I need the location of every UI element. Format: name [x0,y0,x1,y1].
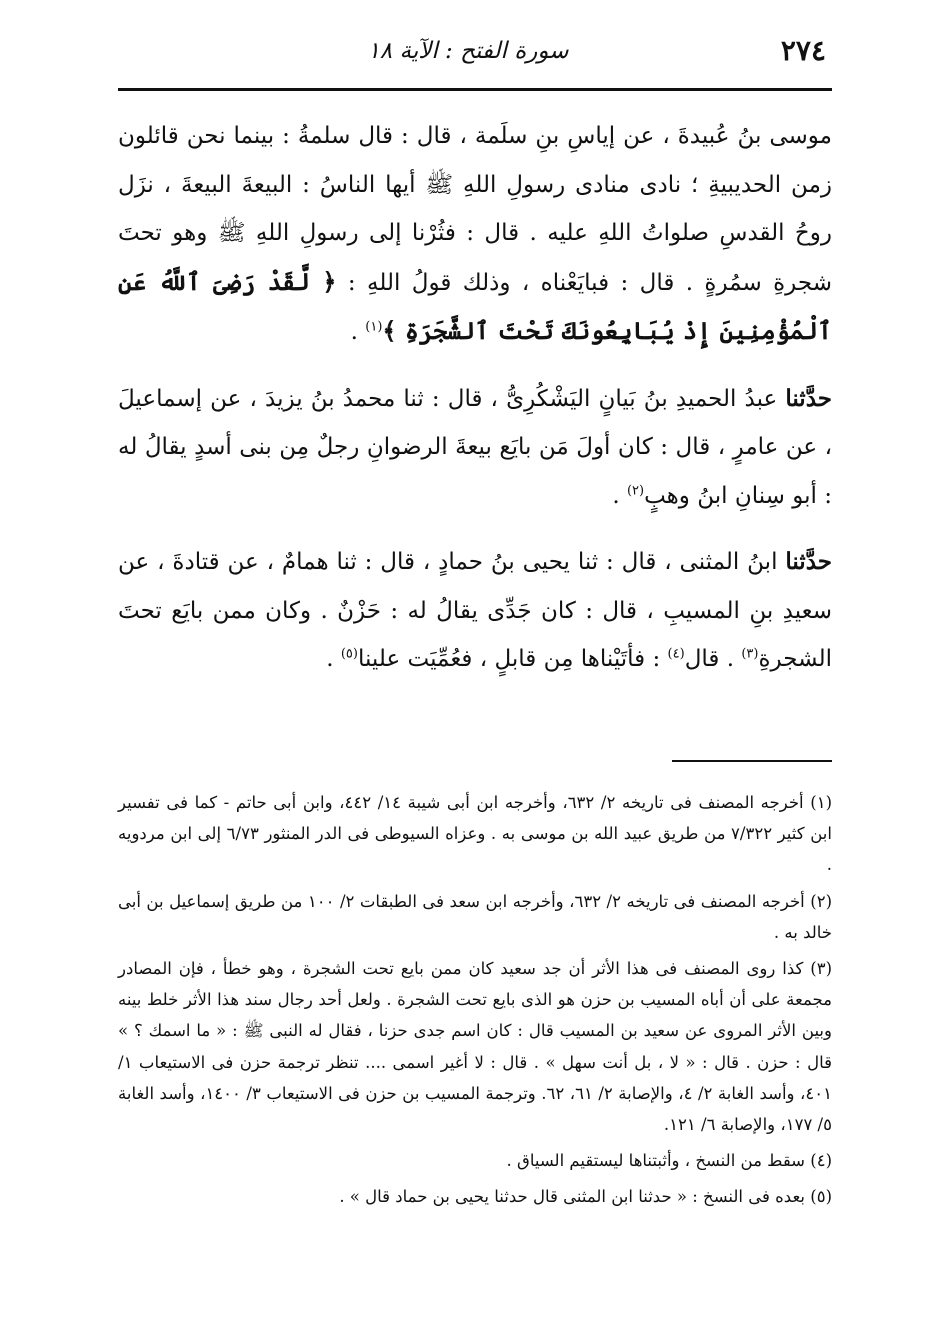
paragraph-text: ابنُ المثنى ، قال : ثنا يحيى بنُ حمادٍ ، قال : ثنا همامٌ ، عن قتادةَ ، عن سعيدِ بنِ المسيبِ ، قال : كان جَدِّى يقالُ له : حَزْنٌ . وكان ممن بايَع تحتَ الشجرةِ [118,549,832,672]
footnote-ref: (٤) [667,646,685,662]
footnotes [118,787,832,1218]
footnote-5: (٥) بعده فى النسخ : « حدثنا ابن المثنى قال حدثنا يحيى بن حماد قال » . [339,1187,832,1207]
page-header [118,30,832,80]
paragraph-end: . [612,482,627,509]
paragraph-1 [118,112,832,357]
hadith-lead-word: حدَّثنا [785,384,832,412]
footnote-ref: (٢) [626,482,645,498]
paragraph-2 [118,375,832,521]
page-number: ٢٧٤ [780,34,826,67]
footnote-ref: (٥) [340,646,358,662]
paragraph-text-2: : فأتَيْناها مِن قابلٍ ، فعُمِّيَت علينا [357,646,668,672]
paragraph-text-mid: . قال [684,646,742,672]
main-text [118,112,832,684]
footnote-1: (١) أخرجه المصنف فى تاريخه ٢/ ٦٣٢، وأخرجه ابن أبى شيبة ١٤/ ٤٤٢، وابن أبى حاتم - كما فى تفسير ابن كثير ٧/٣٢٢ من طريق عبيد الله بن موسى به . وعزاه السيوطى فى الدر المنثور ٦/٧٣ إلى ابن مردويه . [118,793,832,875]
footnote-3: (٣) كذا روى المصنف فى هذا الأثر أن جد سعيد كان ممن بايع تحت الشجرة ، وهو خطأ ، فإن المصادر مجمعة على أن أباه المسيب بن حزن هو الذى بايع تحت الشجرة . ولعل أحد رجال سند هذا الأثر خلط بينه وبين الأثر المروى عن سعيد بن المسيب قال : كان اسم جدى حزنا ، فقال له النبى ﷺ : « ما اسمك ؟ » قال : حزن . قال : « لا ، بل أنت سهل » . قال : لا أغير اسمى .... تنظر ترجمة حزن فى الاستيعاب ١/ ٤٠١، وأسد الغابة ٢/ ٤، والإصابة ٢/ ٦١، ٦٢. وترجمة المسيب بن حزن فى الاستيعاب ٣/ ١٤٠٠، وأسد الغابة ٥/ ١٧٧، والإصابة ٦/ ١٢١. [118,959,832,1135]
footnote-2: (٢) أخرجه المصنف فى تاريخه ٢/ ٦٣٢، وأخرجه ابن سعد فى الطبقات ٢/ ١٠٠ من طريق إسماعيل بن أبى خالد به . [118,891,833,942]
paragraph-end: . [350,319,366,345]
footnote-4: (٤) سقط من النسخ ، وأثبتناها ليستقيم السياق . [506,1151,832,1171]
paragraph-text: عبدُ الحميدِ بنُ بَيانٍ اليَشْكُرِىُّ ، قال : ثنا محمدُ بنُ يزيدَ ، عن إسماعيلَ ، عن عامرٍ ، قال : كان أولَ مَن بايَع بيعةَ الرضوانِ رجلٌ مِن بنى أسدٍ يقالُ له : أبو سِنانِ ابنُ وهبٍ [118,385,832,509]
running-title: سورة الفتح : الآية ١٨ [367,38,569,64]
footnote-ref: (١) [365,319,383,335]
paragraph-end: . [326,646,341,672]
footnote-ref: (٣) [741,646,759,662]
header-rule [118,88,832,91]
quran-verse: ﴿ لَّقَدْ رَضِىَ ٱللَّهُ عَنِ ٱلْمُؤْمِنِينَ إِذْ يُبَايِعُونَكَ تَحْتَ ٱلشَّجَرَةِ ﴾ [118,266,832,345]
paragraph-3 [118,538,832,684]
footnote-separator [672,760,832,762]
paragraph-text: موسى بنُ عُبيدةَ ، عن إياسِ بنِ سلَمة ، قال : قال سلمةُ : بينما نحن قائلون زمن الحديبيةِ ؛ نادى منادى رسولِ اللهِ ﷺ أيها الناسُ : البيعةَ البيعةَ ، نزَل روحُ القدسِ صلواتُ اللهِ عليه . قال : فثُرْنا إلى رسولِ اللهِ ﷺ وهو تحتَ شجرةِ سمُرةٍ . قال : فبايَعْناه ، وذلك قولُ اللهِ : [118,123,832,296]
hadith-lead-word: حدَّثنا [785,548,832,575]
